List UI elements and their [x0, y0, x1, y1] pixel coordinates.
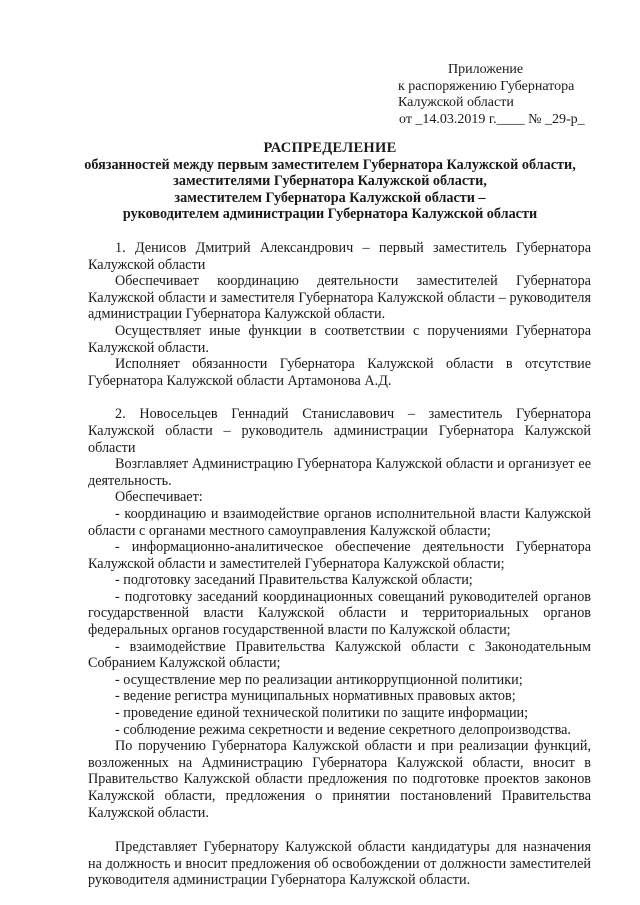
document-body: [88, 240, 591, 889]
list-item: - взаимодействие Правительства Калужской области с Законодательным Собранием Калужской области;: [88, 638, 591, 672]
section2-paragraph: Возглавляет Администрацию Губернатора Калужской области и организует ее деятельность.: [88, 456, 591, 489]
list-item: - соблюдение режима секретности и ведение секретного делопроизводства.: [115, 721, 571, 738]
appendix-header: [398, 62, 598, 128]
section2-heading-text: 2. Новосельцев Геннадий Станиславович – заместитель Губернатора Калужской области – руководитель администрации Губернатора Калужской области: [88, 406, 591, 456]
title-line-4: руководителем администрации Губернатора Калужской области: [122, 206, 538, 222]
appendix-date-number: от _14.03.2019 г.____ № _29-р_: [399, 111, 585, 127]
document-title: [70, 140, 590, 223]
list-item: - ведение регистра муниципальных нормативных правовых актов;: [115, 688, 516, 705]
section2-paragraph: По поручению Губернатора Калужской области и при реализации функций, возложенных на Администрацию Губернатора Калужской области, вносит в Правительство Калужской области предложения по подготовке проектов законов Калужской области, предложения о принятии постановлений Правительства Калужской области.: [88, 738, 591, 821]
appendix-region: Калужской области: [398, 95, 514, 110]
title-heading: РАСПРЕДЕЛЕНИЕ: [263, 140, 397, 156]
section1-paragraph: Исполняет обязанности Губернатора Калужской области в отсутствие Губернатора Калужской области Артамонова А.Д.: [88, 356, 591, 389]
list-item: - координацию и взаимодействие органов исполнительной власти Калужской области с органами местного самоуправления Калужской области;: [88, 505, 591, 539]
section2-paragraph: Обеспечивает:: [115, 489, 203, 506]
section1-heading: 1. Денисов Дмитрий Александрович – первый заместитель Губернатора Калужской области: [88, 240, 591, 273]
section1-paragraph: Обеспечивает координацию деятельности заместителей Губернатора Калужской области и заместителя Губернатора Калужской области – руководителя администрации Губернатора Калужской области.: [88, 273, 591, 323]
list-item: - подготовку заседаний координационных совещаний руководителей органов государственной власти Калужской области и территориальных органов федеральных органов государственной власти по Калужской области;: [88, 588, 591, 639]
list-item: - информационно-аналитическое обеспечение деятельности Губернатора Калужской области и заместителей Губернатора Калужской области;: [88, 539, 591, 572]
scan-mark: [161, 447, 164, 450]
section2-heading: [88, 406, 591, 456]
appendix-label: Приложение: [448, 62, 524, 77]
title-line-2: заместителями Губернатора Калужской области,: [173, 173, 487, 189]
list-item: - осуществление мер по реализации антикоррупционной политики;: [115, 671, 523, 688]
section2-paragraph: Представляет Губернатору Калужской области кандидатуры для назначения на должность и вносит предложения об освобождении от должности заместителей руководителя администрации Губернатора Калужской области.: [88, 839, 591, 889]
section1-paragraph: Осуществляет иные функции в соответствии с поручениями Губернатора Калужской области.: [88, 322, 591, 356]
appendix-order-ref: к распоряжению Губернатора: [398, 78, 575, 94]
list-item: - подготовку заседаний Правительства Калужской области;: [115, 572, 473, 589]
title-line-3: заместителем Губернатора Калужской области –: [174, 189, 486, 206]
title-line-1: обязанностей между первым заместителем Губернатора Калужской области,: [84, 156, 576, 173]
list-item: - проведение единой технической политики по защите информации;: [115, 705, 529, 722]
